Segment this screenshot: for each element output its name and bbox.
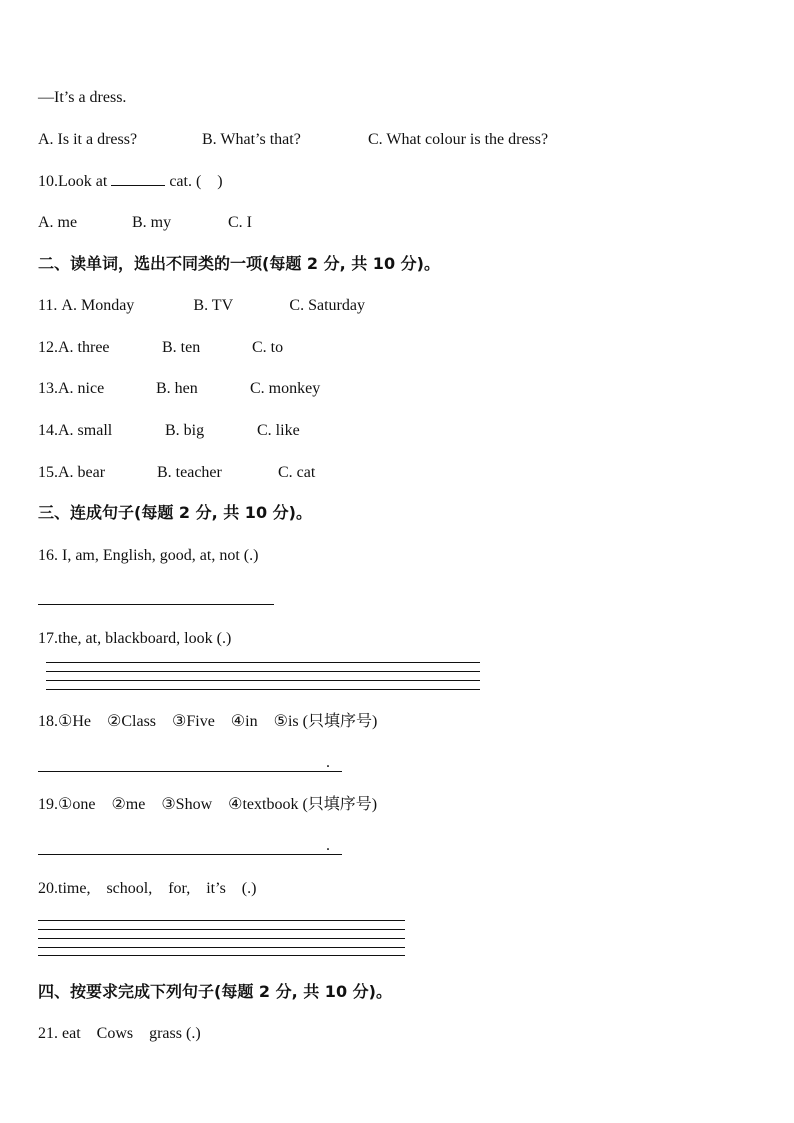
q14-option-c: C. like bbox=[257, 422, 300, 439]
q13-option-c: C. monkey bbox=[250, 380, 321, 397]
writing-line bbox=[38, 955, 405, 956]
q19-period: . bbox=[326, 837, 330, 854]
q9-option-b: B. What’s that? bbox=[202, 131, 301, 148]
q9-option-c: C. What colour is the dress? bbox=[368, 131, 549, 148]
q15-option-c: C. cat bbox=[278, 464, 316, 481]
q18-prompt: 18.①He ②Class ③Five ④in ⑤is (只填序号) bbox=[38, 713, 378, 730]
q14 bbox=[38, 421, 300, 441]
q11-option-b: B. TV bbox=[193, 297, 234, 314]
q13-option-a: A. nice bbox=[58, 380, 105, 397]
q10-answer-blank[interactable] bbox=[111, 171, 165, 186]
writing-line bbox=[46, 680, 480, 681]
q17-prompt: 17.the, at, blackboard, look (.) bbox=[38, 630, 232, 647]
q10-stem-after: cat. ( ) bbox=[165, 173, 223, 190]
q9-response: —It’s a dress. bbox=[38, 89, 127, 106]
q10-stem-before: 10.Look at bbox=[38, 173, 112, 190]
q10-option-b: B. my bbox=[132, 214, 172, 231]
writing-line bbox=[38, 947, 405, 948]
q13-number: 13. bbox=[38, 380, 58, 397]
q21-prompt: 21. eat Cows grass (.) bbox=[38, 1025, 201, 1042]
q16-prompt: 16. I, am, English, good, at, not (.) bbox=[38, 547, 259, 564]
q12-number: 12. bbox=[38, 339, 58, 356]
q9-option-a: A. Is it a dress? bbox=[38, 131, 138, 148]
writing-line bbox=[38, 920, 405, 921]
section3-heading: 三、连成句子(每题 2 分, 共 10 分)。 bbox=[38, 503, 312, 522]
q16-answer-line[interactable] bbox=[38, 604, 274, 605]
writing-line bbox=[46, 662, 480, 663]
q11-number: 11. bbox=[38, 297, 58, 314]
q20-prompt: 20.time, school, for, it’s (.) bbox=[38, 880, 257, 897]
q11-option-a: A. Monday bbox=[61, 297, 135, 314]
q10-options bbox=[38, 213, 252, 233]
q12-option-c: C. to bbox=[252, 339, 284, 356]
q13-option-b: B. hen bbox=[156, 380, 198, 397]
q14-option-a: A. small bbox=[58, 422, 113, 439]
q19-answer-line[interactable] bbox=[38, 854, 342, 855]
section2-heading: 二、读单词，选出不同类的一项(每题 2 分, 共 10 分)。 bbox=[38, 254, 440, 273]
q14-option-b: B. big bbox=[165, 422, 205, 439]
q11-option-c: C. Saturday bbox=[289, 297, 365, 314]
section4-heading: 四、按要求完成下列句子(每题 2 分, 共 10 分)。 bbox=[38, 982, 392, 1001]
q10-option-a: A. me bbox=[38, 214, 78, 231]
q11 bbox=[38, 296, 365, 316]
q14-number: 14. bbox=[38, 422, 58, 439]
writing-line bbox=[46, 689, 480, 690]
writing-line bbox=[38, 938, 405, 939]
q15-option-b: B. teacher bbox=[157, 464, 222, 481]
q15-option-a: A. bear bbox=[58, 464, 106, 481]
q12 bbox=[38, 338, 283, 358]
q9-options bbox=[38, 130, 548, 150]
q18-answer-line[interactable] bbox=[38, 771, 342, 772]
q18-period: . bbox=[326, 754, 330, 771]
q12-option-a: A. three bbox=[58, 339, 110, 356]
writing-line bbox=[46, 671, 480, 672]
q12-option-b: B. ten bbox=[162, 339, 201, 356]
q19-prompt: 19.①one ②me ③Show ④textbook (只填序号) bbox=[38, 796, 378, 813]
q10-stem bbox=[38, 171, 223, 192]
q13 bbox=[38, 379, 320, 399]
q10-option-c: C. I bbox=[228, 214, 252, 231]
writing-line bbox=[38, 929, 405, 930]
q15-number: 15. bbox=[38, 464, 58, 481]
q15 bbox=[38, 463, 315, 483]
